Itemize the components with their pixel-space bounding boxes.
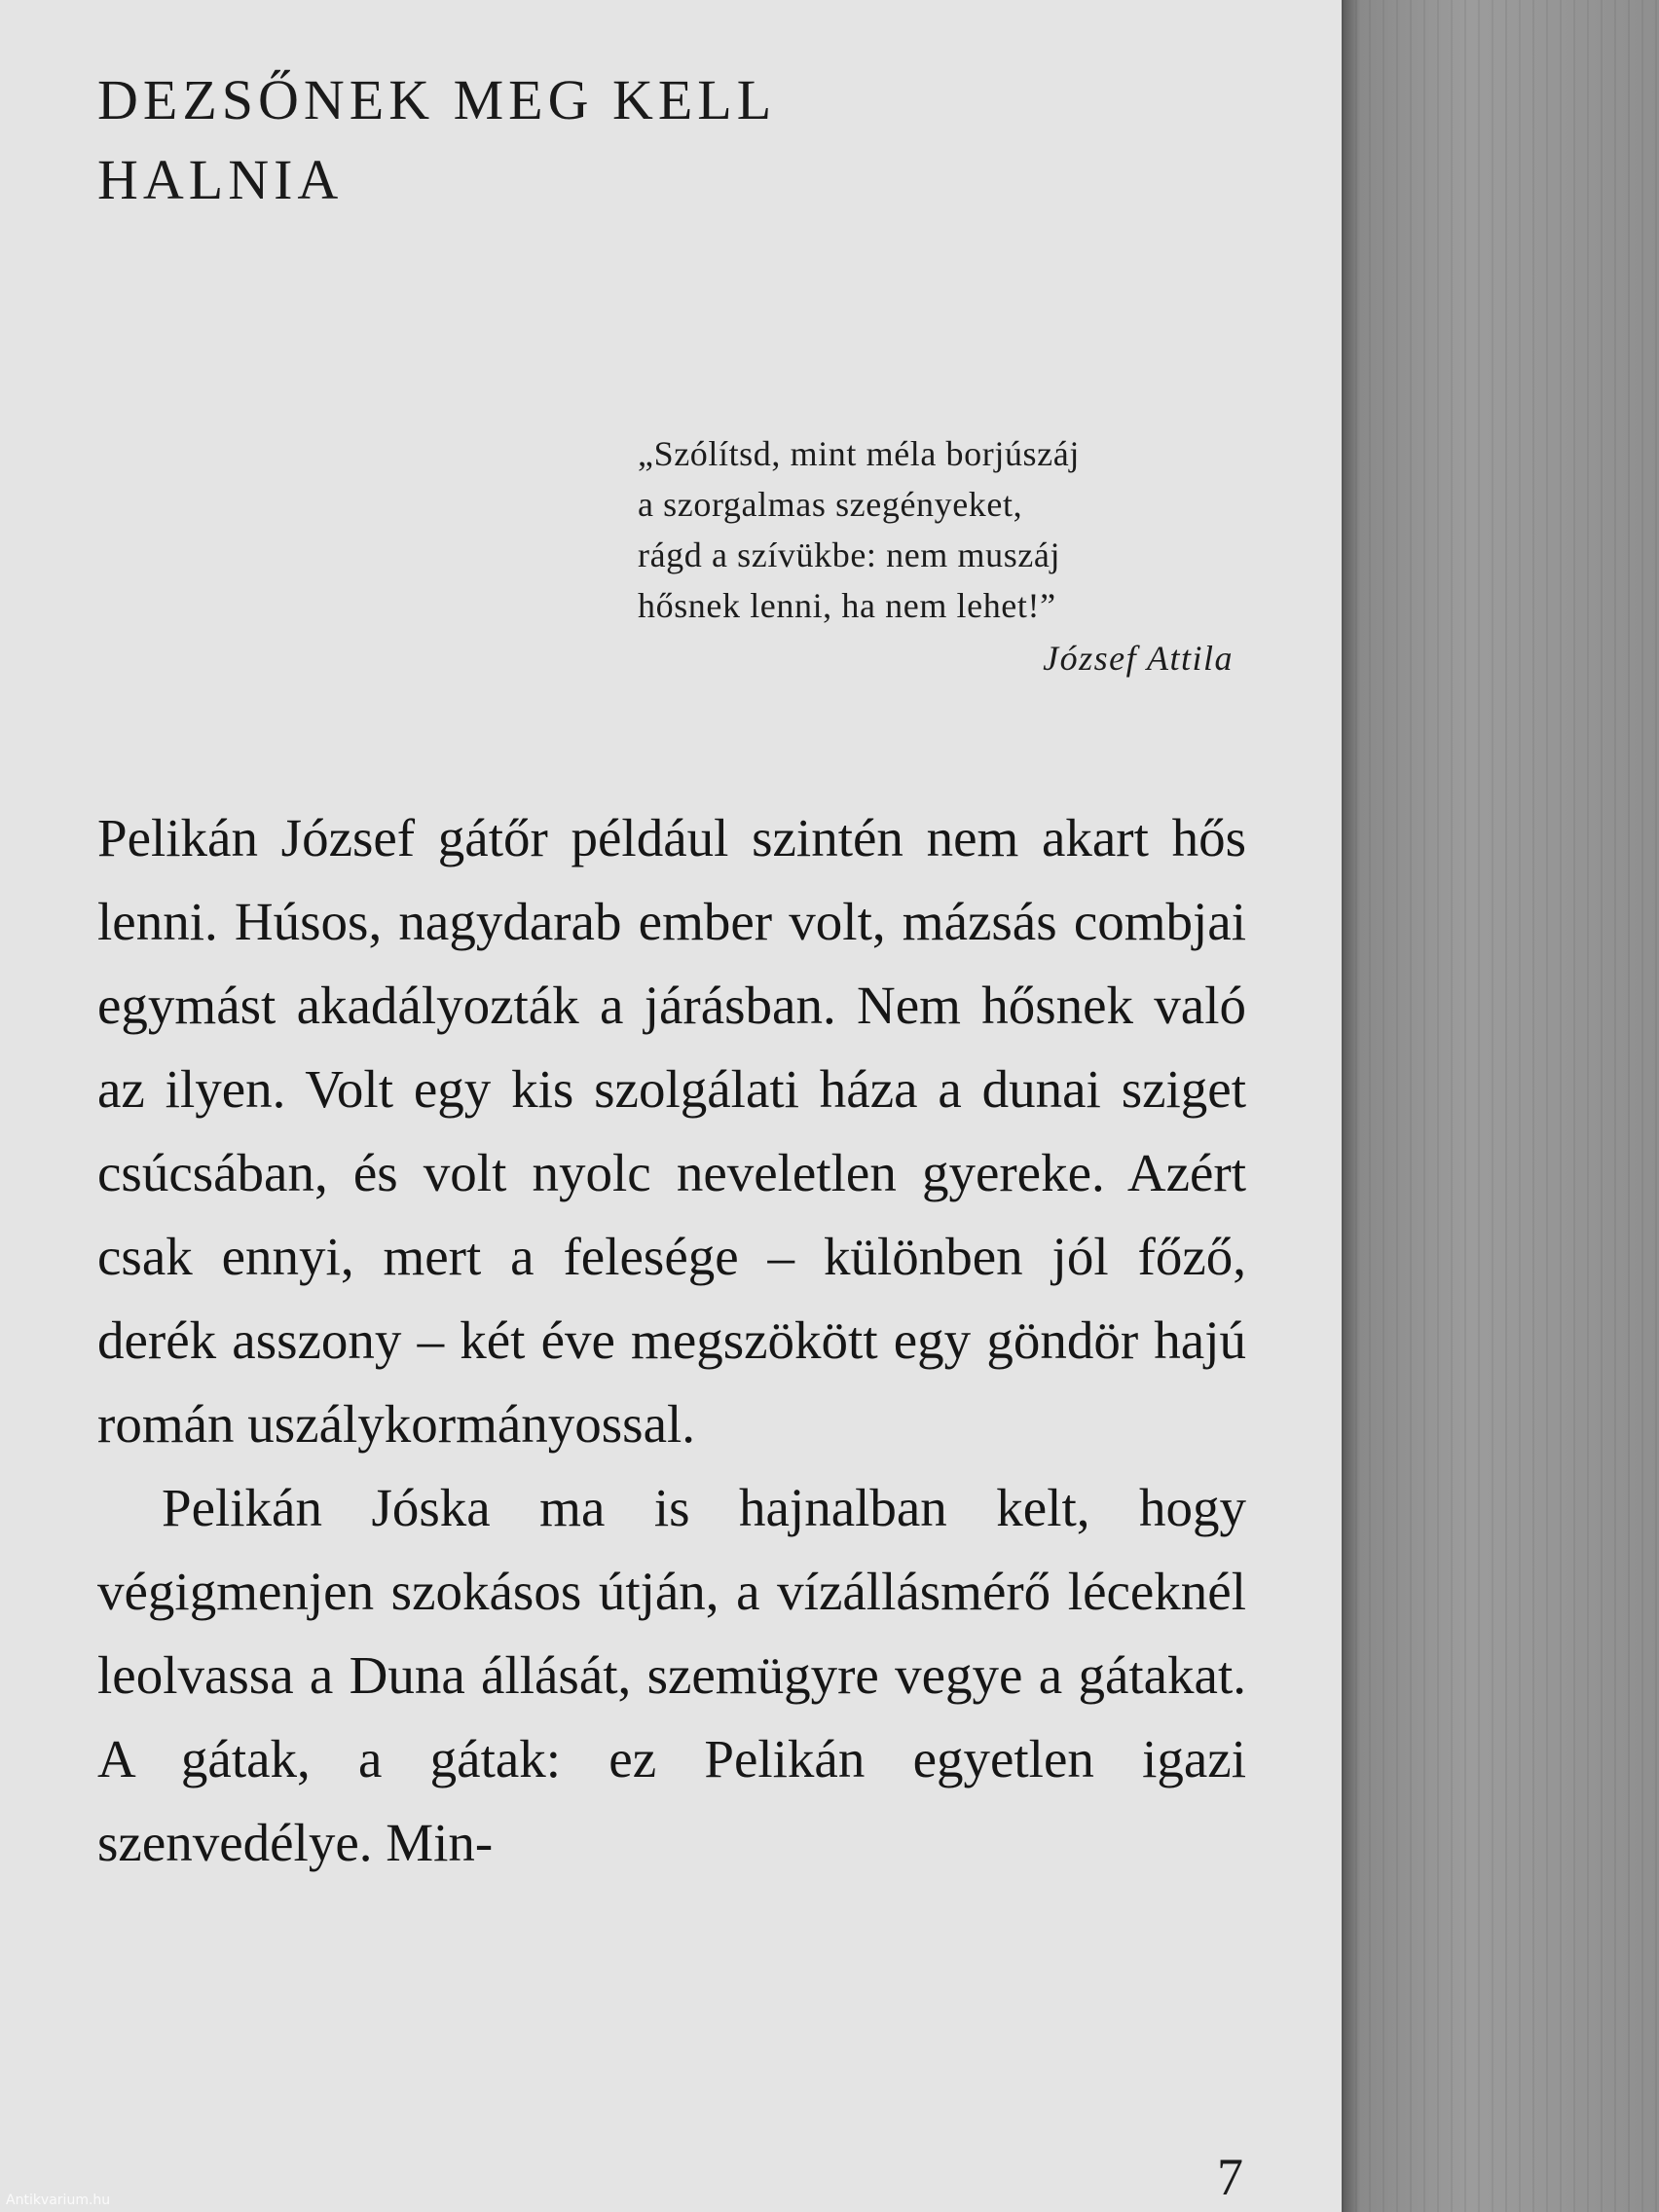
epigraph (638, 428, 1234, 683)
epigraph-author: József Attila (1043, 639, 1234, 678)
paragraph: Pelikán Jóska ma is hajnalban kelt, hogy végigmenjen szokásos útján, a vízállásmérő léceknél leolvassa a Duna állását, szemügyre vegye a gátakat. A gátak, a gátak: ez Pelikán egyetlen igazi szenvedélye. Min- (97, 1478, 1246, 1872)
epigraph-line: hősnek lenni, ha nem lehet!” (638, 586, 1056, 625)
chapter-title (97, 60, 776, 220)
epigraph-line: a szorgalmas szegényeket, (638, 485, 1023, 524)
page-number: 7 (1217, 2148, 1243, 2206)
paragraph: Pelikán József gátőr például szintén nem akart hős lenni. Húsos, nagydarab ember volt, mázsás combjai egymást akadályozták a járásban. Nem hősnek való az ilyen. Volt egy kis szolgálati háza a dunai sziget csúcsában, és volt nyolc neveletlen gyereke. Azért csak ennyi, mert a felesége – különben jól főző, derék asszony – két éve megszökött egy göndör hajú román uszálykormányossal. (97, 808, 1246, 1454)
body-text (97, 796, 1246, 1885)
epigraph-line: rágd a szívükbe: nem muszáj (638, 535, 1061, 574)
facing-page-edge (1342, 0, 1659, 2212)
chapter-title-line-1: DEZSŐNEK MEG KELL (97, 68, 777, 131)
chapter-title-line-2: HALNIA (97, 148, 344, 211)
epigraph-line: „Szólítsd, mint méla borjúszáj (638, 434, 1080, 473)
watermark: Antikvarium.hu (6, 2193, 111, 2208)
